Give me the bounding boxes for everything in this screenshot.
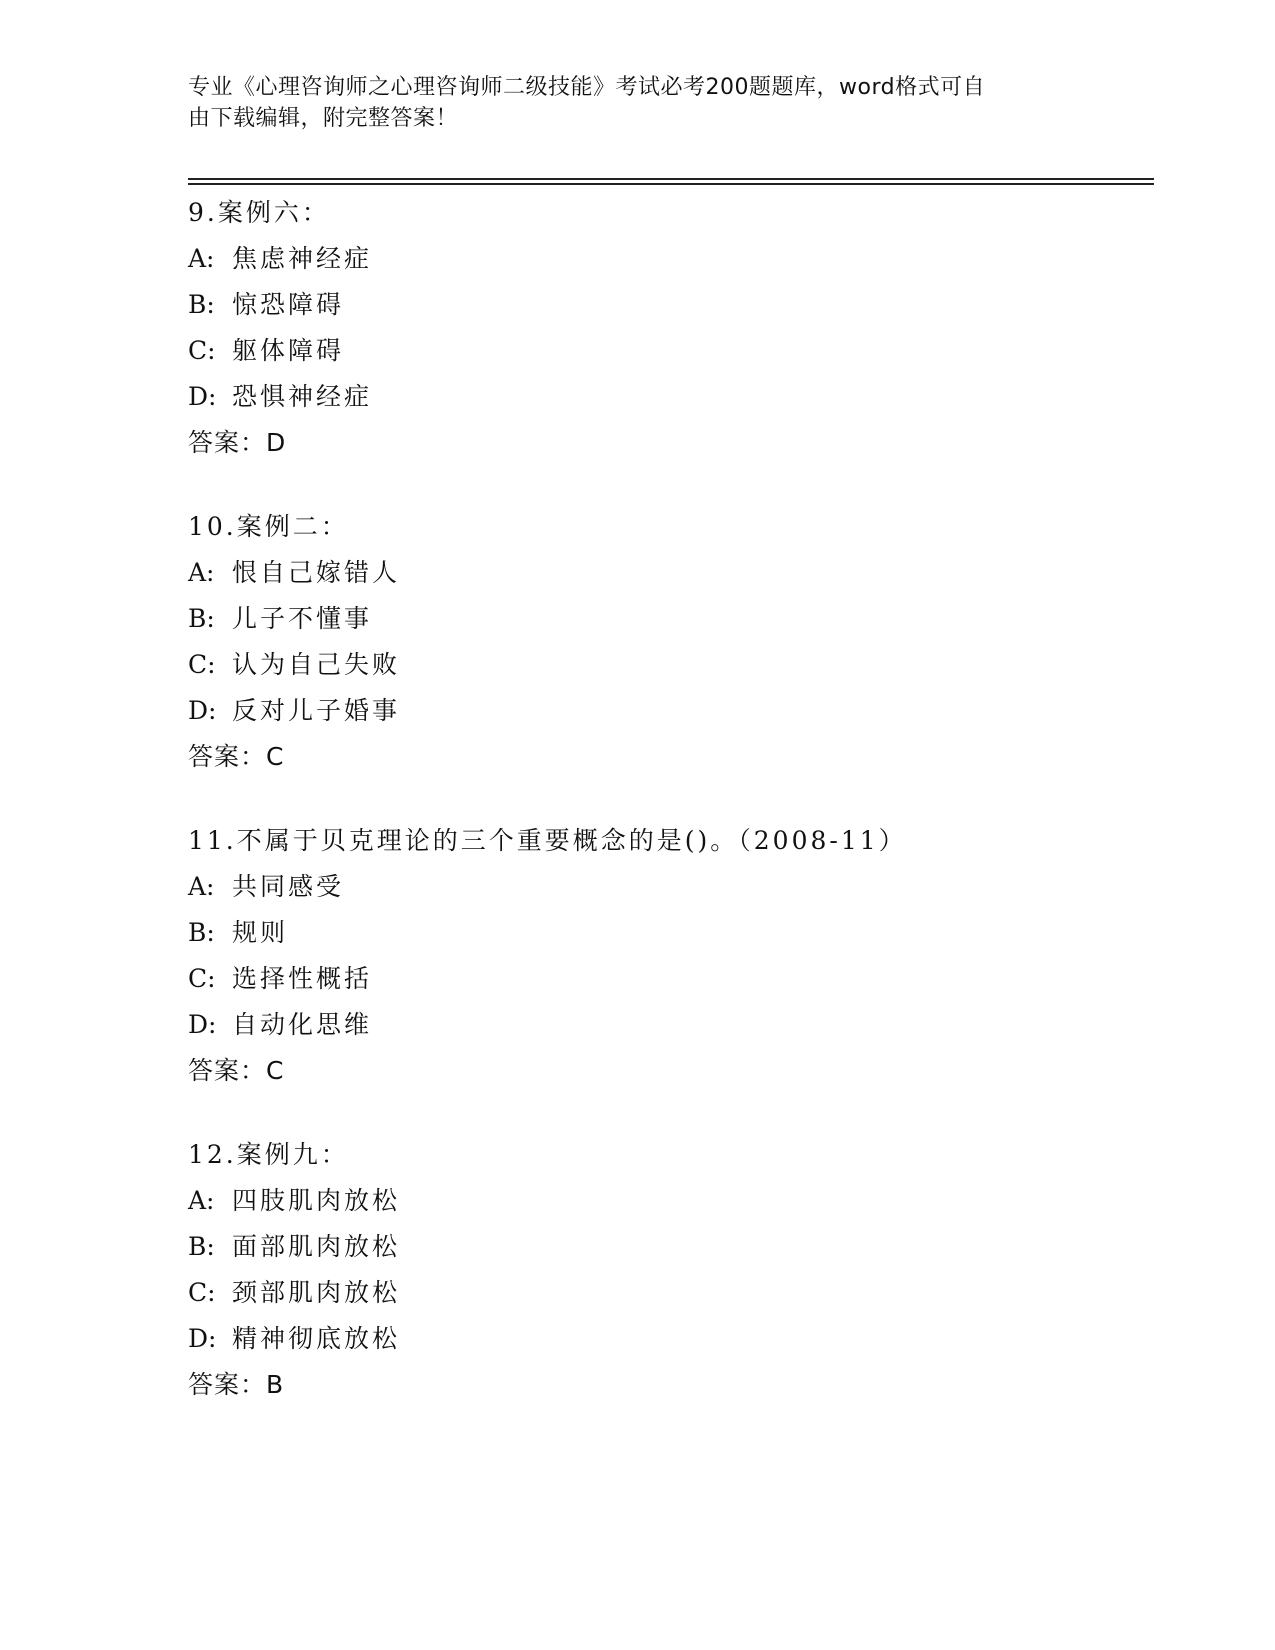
question-stem: 10.案例二：: [188, 512, 349, 541]
option-letter: C:: [188, 336, 216, 365]
option-d: [188, 688, 1148, 734]
option-b: [188, 282, 1148, 328]
option-c: [188, 328, 1148, 374]
option-text: 四肢肌肉放松: [232, 1186, 401, 1215]
question-10: [188, 504, 1148, 780]
option-letter: B:: [188, 918, 215, 947]
question-12: [188, 1132, 1148, 1408]
option-letter: A:: [188, 872, 215, 901]
option-letter: A:: [188, 244, 215, 273]
option-letter: C:: [188, 964, 216, 993]
option-text: 儿子不懂事: [232, 604, 373, 633]
option-text: 共同感受: [232, 872, 345, 901]
header-divider-top: [188, 178, 1154, 180]
option-letter: D:: [188, 1324, 217, 1353]
option-a: [188, 550, 1148, 596]
option-d: [188, 1316, 1148, 1362]
option-letter: A:: [188, 1186, 215, 1215]
question-9: [188, 190, 1148, 466]
answer-line: 答案：C: [188, 1056, 285, 1085]
question-stem: 11.不属于贝克理论的三个重要概念的是()。（2008-11）: [188, 826, 907, 855]
option-text: 精神彻底放松: [232, 1324, 401, 1353]
option-text: 颈部肌肉放松: [232, 1278, 401, 1307]
answer-line: 答案：D: [188, 428, 287, 457]
option-text: 选择性概括: [232, 964, 373, 993]
option-text: 恐惧神经症: [232, 382, 373, 411]
option-d: [188, 374, 1148, 420]
option-text: 面部肌肉放松: [232, 1232, 401, 1261]
option-b: [188, 596, 1148, 642]
question-stem: 12.案例九：: [188, 1140, 349, 1169]
option-c: [188, 642, 1148, 688]
option-letter: C:: [188, 1278, 216, 1307]
answer-line: 答案：B: [188, 1370, 285, 1399]
option-c: [188, 956, 1148, 1002]
option-text: 惊恐障碍: [232, 290, 345, 319]
answer-line: 答案：C: [188, 742, 285, 771]
option-letter: B:: [188, 604, 215, 633]
option-text: 恨自己嫁错人: [232, 558, 401, 587]
option-letter: D:: [188, 382, 217, 411]
option-a: [188, 1178, 1148, 1224]
option-d: [188, 1002, 1148, 1048]
option-text: 躯体障碍: [232, 336, 345, 365]
question-list: [188, 190, 1148, 1446]
header-divider-bottom: [188, 183, 1154, 185]
option-text: 焦虑神经症: [232, 244, 373, 273]
option-a: [188, 864, 1148, 910]
option-letter: D:: [188, 1010, 217, 1039]
option-text: 自动化思维: [232, 1010, 373, 1039]
option-b: [188, 910, 1148, 956]
option-a: [188, 236, 1148, 282]
option-c: [188, 1270, 1148, 1316]
option-text: 认为自己失败: [232, 650, 401, 679]
option-letter: B:: [188, 1232, 215, 1261]
option-text: 反对儿子婚事: [232, 696, 401, 725]
header-line-1: 专业《心理咨询师之心理咨询师二级技能》考试必考200题题库，word格式可自: [188, 75, 986, 100]
document-header: [188, 72, 1078, 134]
header-line-2: 由下载编辑，附完整答案！: [188, 106, 459, 131]
option-letter: C:: [188, 650, 216, 679]
option-letter: D:: [188, 696, 217, 725]
option-letter: B:: [188, 290, 215, 319]
question-11: [188, 818, 1148, 1094]
option-letter: A:: [188, 558, 215, 587]
question-stem: 9.案例六：: [188, 198, 330, 227]
option-text: 规则: [232, 918, 289, 947]
option-b: [188, 1224, 1148, 1270]
